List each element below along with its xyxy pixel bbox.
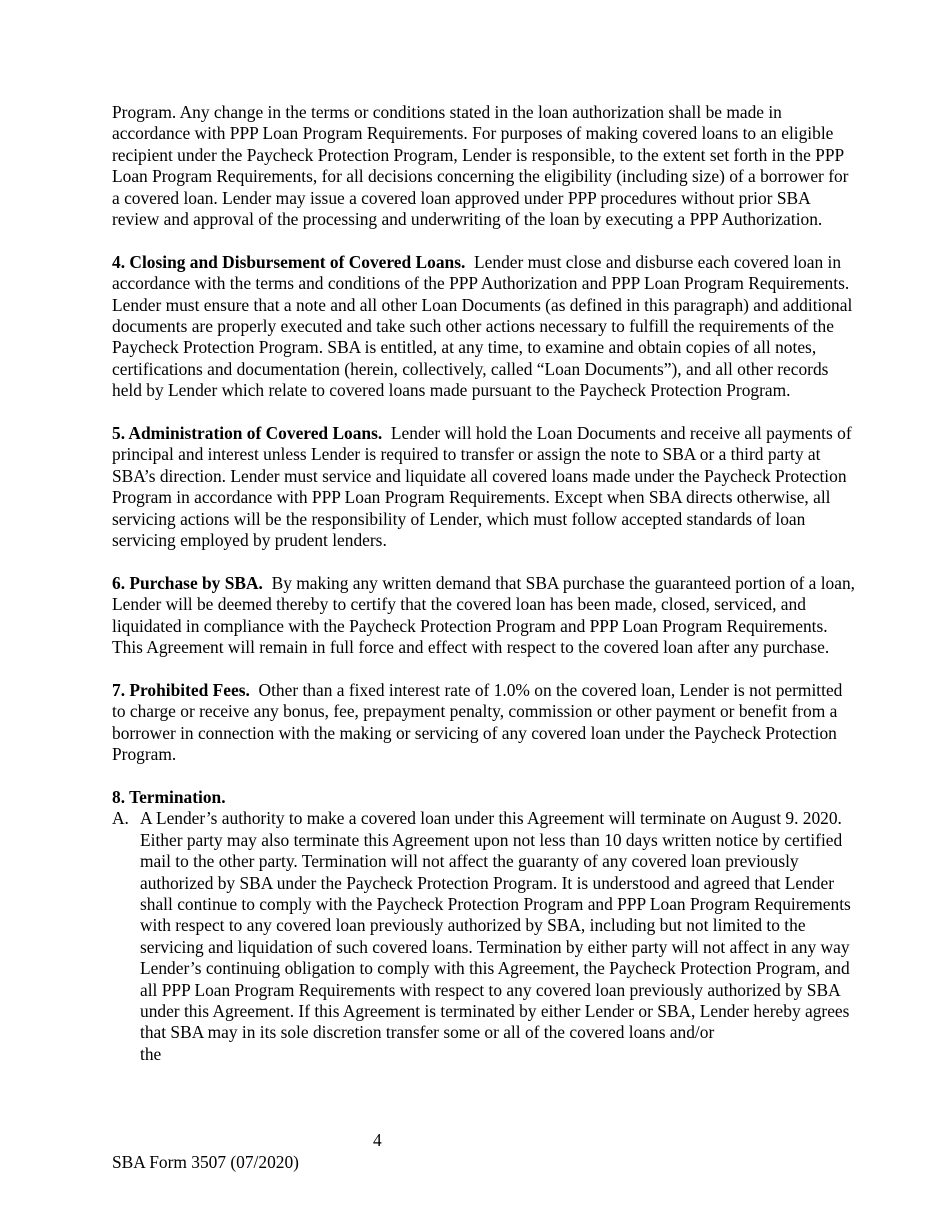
section-6-body: By making any written demand that SBA purchase the guaranteed portion of a loan, Lender will be deemed thereby to certify that the covered loan has been made, closed, serviced, and liquidated in compliance with the Paycheck Protection Program and PPP Loan Program Requirements. This Agreement will remain in full force and effect with respect to the covered loan after any purchase. bbox=[112, 572, 856, 658]
section-7-body: Other than a fixed interest rate of 1.0% on the covered loan, Lender is not permitted to charge or receive any bonus, fee, prepayment penalty, commission or other payment or benefit from a borrower in connection with the making or servicing of any covered loan under the Paycheck Protection Program. bbox=[112, 679, 843, 765]
intro-paragraph: Program. Any change in the terms or conditions stated in the loan authorization shall be made in accordance with PPP Loan Program Requirements. For purposes of making covered loans to an eligible recipient under the Paycheck Protection Program, Lender is responsible, to the extent set forth in the PPP Loan Program Requirements, for all decisions concerning the eligibility (including size) of a borrower for a covered loan. Lender may issue a covered loan approved under PPP procedures without prior SBA review and approval of the processing and underwriting of the loan by executing a PPP Authorization. bbox=[112, 102, 849, 230]
document-body bbox=[112, 102, 857, 1065]
termination-item-a bbox=[112, 808, 857, 1065]
section-7-paragraph bbox=[112, 680, 857, 766]
section-4-body: Lender must close and disburse each covered loan in accordance with the terms and conditions of the PPP Authorization and PPP Loan Program Requirements. Lender must ensure that a note and all other Loan Documents (as defined in this paragraph) and additional documents are properly executed and take such other actions necessary to fulfill the requirements of the Paycheck Protection Program. SBA is entitled, at any time, to examine and obtain copies of all notes, certifications and documentation (herein, collectively, called “Loan Documents”), and all other records held by Lender which relate to covered loans made pursuant to the Paycheck Protection Program. bbox=[112, 251, 853, 401]
section-5-heading: 5. Administration of Covered Loans. bbox=[112, 423, 383, 444]
section-7-heading: 7. Prohibited Fees. bbox=[112, 679, 250, 700]
section-6-heading: 6. Purchase by SBA. bbox=[112, 572, 263, 593]
list-marker-a: A. bbox=[112, 808, 129, 829]
section-8-heading: 8. Termination. bbox=[112, 786, 226, 807]
form-footer: SBA Form 3507 (07/2020) bbox=[112, 1152, 299, 1172]
termination-item-a-tail: the bbox=[140, 1043, 162, 1064]
section-5-body: Lender will hold the Loan Documents and receive all payments of principal and interest unless Lender is required to transfer or assign the note to SBA or a third party at SBA’s direction. Lender must service and liquidate all covered loans made under the Paycheck Protection Program in accordance with PPP Loan Program Requirements. Except when SBA directs otherwise, all servicing actions will be the responsibility of Lender, which must follow accepted standards of loan servicing employed by prudent lenders. bbox=[112, 423, 852, 551]
section-8 bbox=[112, 787, 857, 1065]
section-6-paragraph bbox=[112, 573, 857, 659]
page-number: 4 bbox=[373, 1130, 382, 1150]
section-4-heading: 4. Closing and Disbursement of Covered Loans. bbox=[112, 251, 466, 272]
section-5-paragraph bbox=[112, 423, 857, 551]
termination-item-a-text: A Lender’s authority to make a covered loan under this Agreement will terminate on August 9. 2020. Either party may also terminate this Agreement upon not less than 10 days written notice by certified mail to the other party. Termination will not affect the guaranty of any covered loan previously authorized by SBA under the Paycheck Protection Program. It is understood and agreed that Lender shall continue to comply with the Paycheck Protection Program and PPP Loan Program Requirements with respect to any covered loan previously authorized by SBA, including but not limited to the servicing and liquidation of such covered loans. Termination by either party will not affect in any way Lender’s continuing obligation to comply with this Agreement, the Paycheck Protection Program, and all PPP Loan Program Requirements with respect to any covered loan previously authorized by SBA under this Agreement. If this Agreement is terminated by either Lender or SBA, Lender hereby agrees that SBA may in its sole discretion transfer some or all of the covered loans and/or bbox=[140, 808, 851, 1043]
section-4-paragraph bbox=[112, 252, 857, 402]
